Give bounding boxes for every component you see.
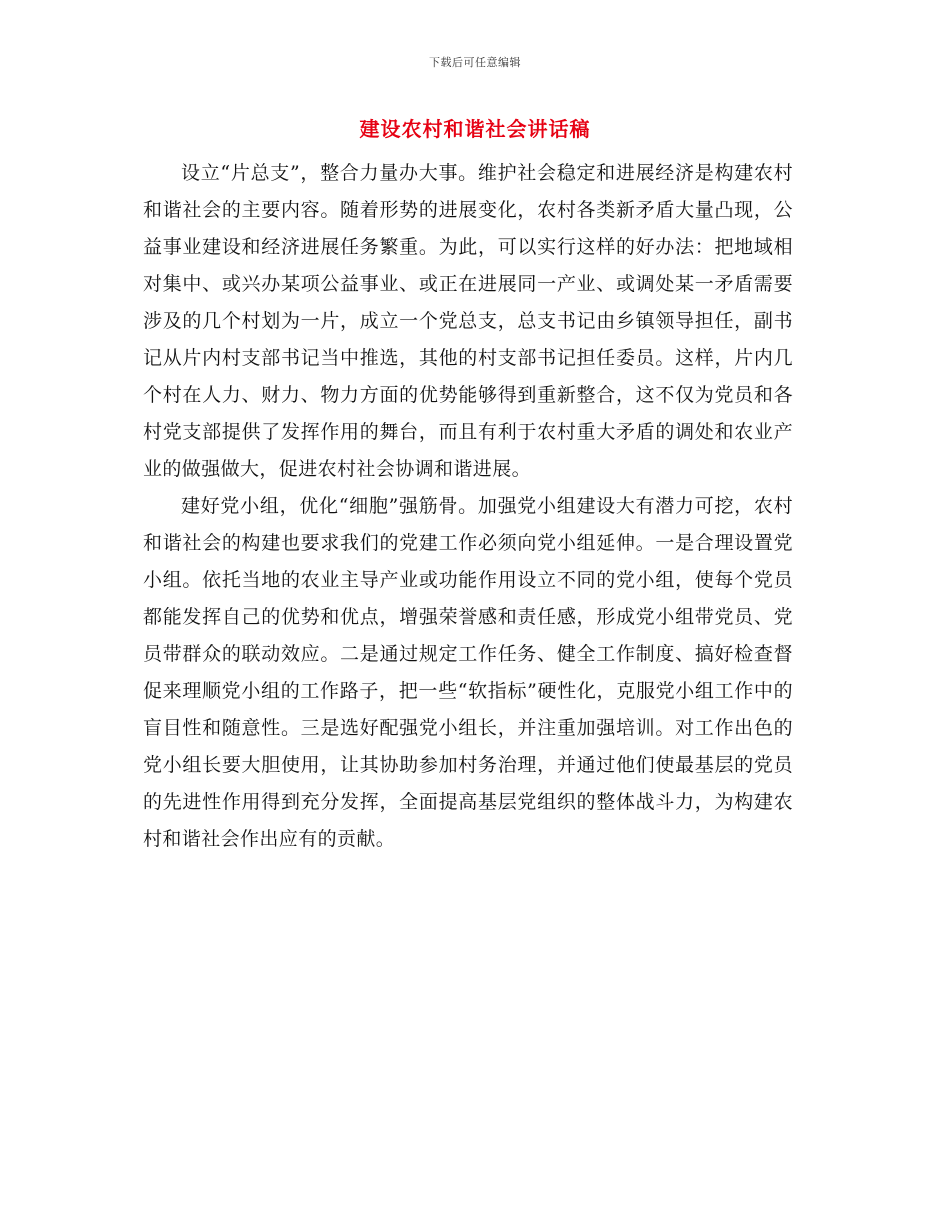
paragraph: 建好党小组，优化“细胞”强筋骨。加强党小组建设大有潜力可挖，农村和谐社会的构建也要求我们的党建工作必须向党小组延伸。一是合理设置党小组。依托当地的农业主导产业或功能作用设立不同的党小组，使每个党员都能发挥自己的优势和优点，增强荣誉感和责任感，形成党小组带党员、党员带群众的联动效应。二是通过规定工作任务、健全工作制度、搞好检查督促来理顺党小组的工作路子，把一些“软指标”硬性化，克服党小组工作中的盲目性和随意性。三是选好配强党小组长，并注重加强培训。对工作出色的党小组长要大胆使用，让其协助参加村务治理，并通过他们使最基层的党员的先进性作用得到充分发挥，全面提高基层党组织的整体战斗力，为构建农村和谐社会作出应有的贡献。 — [143, 495, 793, 850]
header-note: 下载后可任意编辑 — [429, 56, 521, 69]
paragraph: 设立“片总支”，整合力量办大事。维护社会稳定和进展经济是构建农村和谐社会的主要内容。随着形势的进展变化，农村各类新矛盾大量凸现，公益事业建设和经济进展任务繁重。为此，可以实行这样的好办法：把地域相对集中、或兴办某项公益事业、或正在进展同一产业、或调处某一矛盾需要涉及的几个村划为一片，成立一个党总支，总支书记由乡镇领导担任，副书记从片内村支部书记当中推选，其他的村支部书记担任委员。这样，片内几个村在人力、财力、物力方面的优势能够得到重新整合，这不仅为党员和各村党支部提供了发挥作用的舞台，而且有利于农村重大矛盾的调处和农业产业的做强做大，促进农村社会协调和谐进展。 — [143, 162, 793, 480]
document-body — [143, 155, 793, 858]
document-title: 建设农村和谐社会讲话稿 — [359, 117, 591, 141]
